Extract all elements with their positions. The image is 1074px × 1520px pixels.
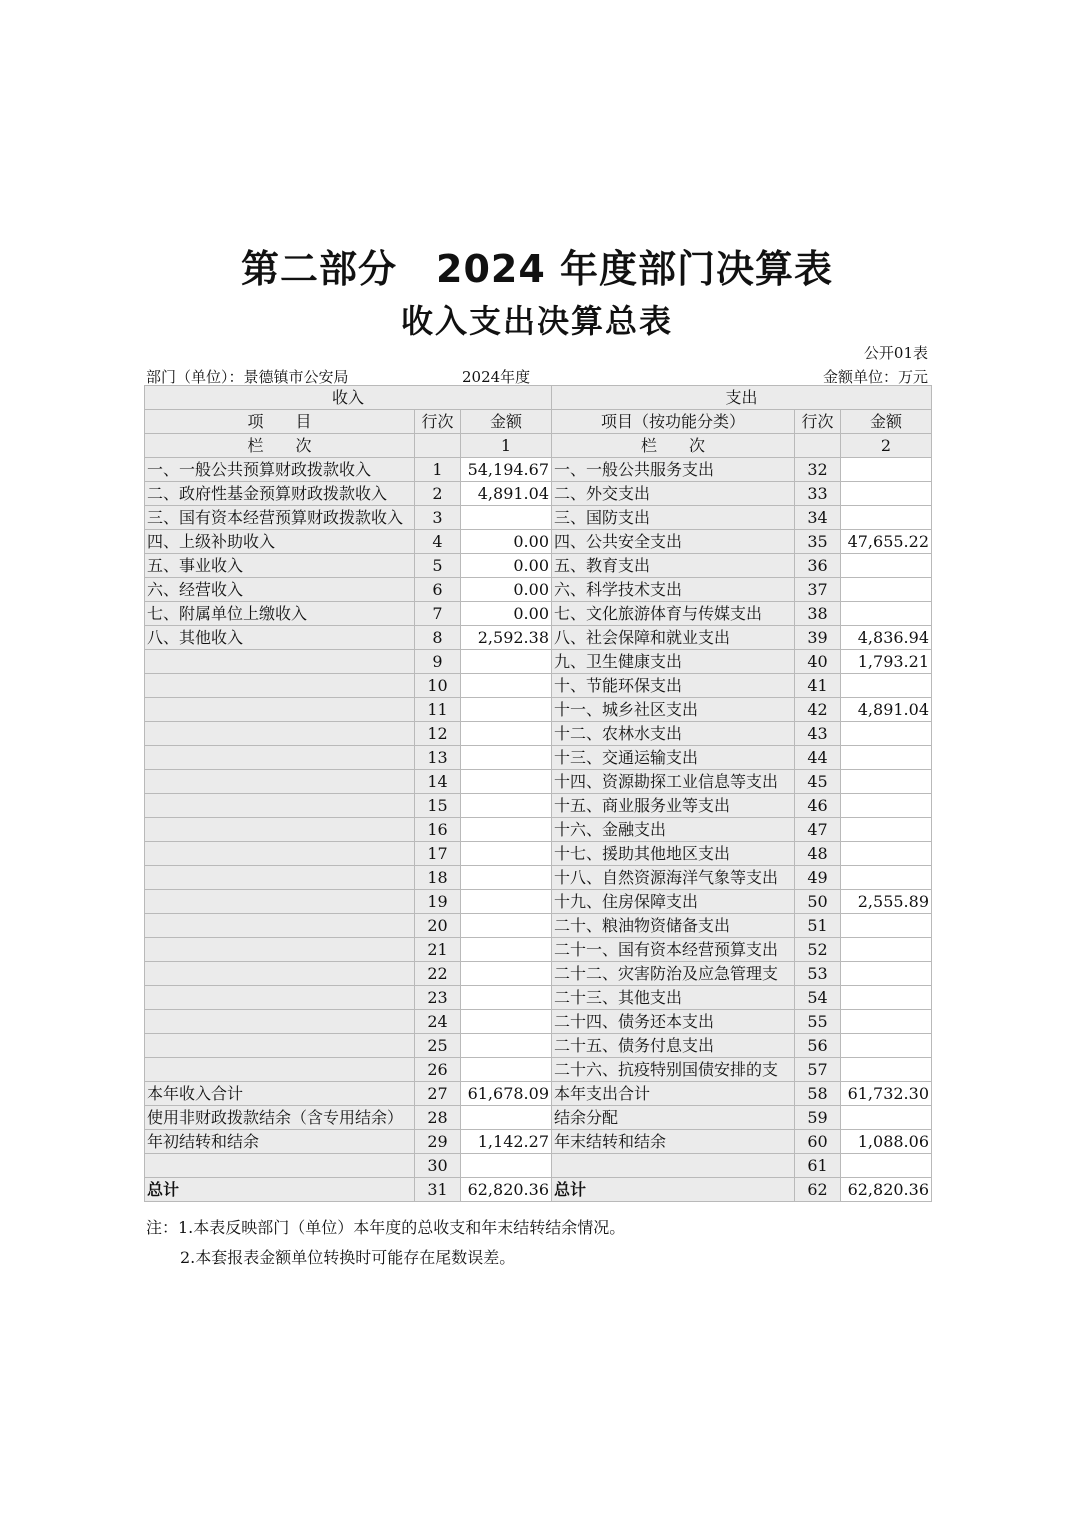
- year-label: 2024年度: [462, 368, 531, 386]
- expense-amount: 1,793.21: [841, 650, 932, 674]
- expense-amount: [841, 986, 932, 1010]
- unit-label: 金额单位：万元: [822, 368, 928, 386]
- income-amount: [461, 986, 552, 1010]
- table-row: [145, 866, 932, 890]
- income-item: [145, 674, 415, 698]
- income-item: 六、经营收入: [145, 578, 415, 602]
- expense-row-number: 60: [795, 1130, 841, 1154]
- income-amount: [461, 1106, 552, 1130]
- income-row-number: 9: [415, 650, 461, 674]
- income-amount: [461, 1034, 552, 1058]
- expense-item: 十七、援助其他地区支出: [552, 842, 795, 866]
- income-row-number: 13: [415, 746, 461, 770]
- expense-row-number: 42: [795, 698, 841, 722]
- table-row: [145, 722, 932, 746]
- expense-amount: [841, 770, 932, 794]
- expense-amount: [841, 602, 932, 626]
- income-row-number: 15: [415, 794, 461, 818]
- expense-amount: [841, 554, 932, 578]
- income-amount: [461, 1058, 552, 1082]
- expense-row-number: 43: [795, 722, 841, 746]
- table-row: [145, 506, 932, 530]
- expense-item: 十、节能环保支出: [552, 674, 795, 698]
- header-row-section: [145, 386, 932, 410]
- income-item: [145, 818, 415, 842]
- income-rowno-header: 行次: [415, 410, 461, 434]
- income-item: [145, 866, 415, 890]
- expense-row-number: 59: [795, 1106, 841, 1130]
- expense-item: 四、公共安全支出: [552, 530, 795, 554]
- table-row: [145, 458, 932, 482]
- income-item: 五、事业收入: [145, 554, 415, 578]
- expense-amount: [841, 818, 932, 842]
- income-amount: 62,820.36: [461, 1178, 552, 1202]
- income-amount: 0.00: [461, 554, 552, 578]
- form-number: 公开01表: [863, 344, 928, 362]
- income-item: 本年收入合计: [145, 1082, 415, 1106]
- expense-row-number: 47: [795, 818, 841, 842]
- table-notes: [146, 1213, 625, 1273]
- expense-item: 二十一、国有资本经营预算支出: [552, 938, 795, 962]
- income-row-number: 2: [415, 482, 461, 506]
- table-row: [145, 842, 932, 866]
- table-row: [145, 914, 932, 938]
- header-row-columns: [145, 410, 932, 434]
- income-row-number: 5: [415, 554, 461, 578]
- expense-amount: [841, 506, 932, 530]
- income-row-number: 21: [415, 938, 461, 962]
- expense-amount: 62,820.36: [841, 1178, 932, 1202]
- expense-row-number: 40: [795, 650, 841, 674]
- expense-row-number: 56: [795, 1034, 841, 1058]
- income-row-number: 8: [415, 626, 461, 650]
- expense-item: [552, 1154, 795, 1178]
- summary-row: [145, 1082, 932, 1106]
- income-row-number: 12: [415, 722, 461, 746]
- summary-row: [145, 1154, 932, 1178]
- expense-amount: [841, 1034, 932, 1058]
- expense-item: 三、国防支出: [552, 506, 795, 530]
- income-row-number: 4: [415, 530, 461, 554]
- income-row-number: 29: [415, 1130, 461, 1154]
- expense-item: 二十、粮油物资储备支出: [552, 914, 795, 938]
- table-row: [145, 986, 932, 1010]
- income-lanci-label: 栏 次: [145, 434, 415, 458]
- expense-row-number: 50: [795, 890, 841, 914]
- total-row: [145, 1178, 932, 1202]
- income-amount: [461, 818, 552, 842]
- expense-item: 二十三、其他支出: [552, 986, 795, 1010]
- income-row-number: 26: [415, 1058, 461, 1082]
- expense-row-number: 34: [795, 506, 841, 530]
- income-amount: [461, 698, 552, 722]
- expense-amount: [841, 1106, 932, 1130]
- expense-row-number: 58: [795, 1082, 841, 1106]
- income-row-number: 22: [415, 962, 461, 986]
- expense-amount: [841, 722, 932, 746]
- income-item: [145, 842, 415, 866]
- income-amount: 0.00: [461, 530, 552, 554]
- expense-item: 一、一般公共服务支出: [552, 458, 795, 482]
- expense-amount: [841, 458, 932, 482]
- income-item: [145, 1010, 415, 1034]
- expense-row-number: 62: [795, 1178, 841, 1202]
- income-item: 二、政府性基金预算财政拨款收入: [145, 482, 415, 506]
- expense-item: 八、社会保障和就业支出: [552, 626, 795, 650]
- income-item: [145, 794, 415, 818]
- income-row-number: 30: [415, 1154, 461, 1178]
- table-row: [145, 674, 932, 698]
- table-row: [145, 794, 932, 818]
- income-amount: [461, 914, 552, 938]
- income-item-header: 项 目: [145, 410, 415, 434]
- income-amount: 0.00: [461, 602, 552, 626]
- income-row-number: 10: [415, 674, 461, 698]
- income-amount: [461, 938, 552, 962]
- expense-row-number: 33: [795, 482, 841, 506]
- department-label: 部门（单位）：景德镇市公安局: [146, 368, 349, 386]
- income-amount: [461, 506, 552, 530]
- expense-row-number: 53: [795, 962, 841, 986]
- expense-item: 五、教育支出: [552, 554, 795, 578]
- table-row: [145, 626, 932, 650]
- income-amount-header: 金额: [461, 410, 552, 434]
- income-item: 四、上级补助收入: [145, 530, 415, 554]
- income-item: 七、附属单位上缴收入: [145, 602, 415, 626]
- expense-row-number: 39: [795, 626, 841, 650]
- income-item: 八、其他收入: [145, 626, 415, 650]
- income-amount: [461, 962, 552, 986]
- income-amount: [461, 770, 552, 794]
- income-item: [145, 650, 415, 674]
- expense-row-number: 61: [795, 1154, 841, 1178]
- expense-amount: [841, 746, 932, 770]
- expense-row-number: 52: [795, 938, 841, 962]
- expense-amount: [841, 938, 932, 962]
- income-amount: [461, 866, 552, 890]
- expense-row-number: 46: [795, 794, 841, 818]
- expense-header: 支出: [552, 386, 932, 410]
- expense-row-number: 51: [795, 914, 841, 938]
- income-amount: 4,891.04: [461, 482, 552, 506]
- expense-item: 年末结转和结余: [552, 1130, 795, 1154]
- expense-amount: 1,088.06: [841, 1130, 932, 1154]
- income-item: [145, 746, 415, 770]
- expense-amount: [841, 578, 932, 602]
- expense-item: 二十四、债务还本支出: [552, 1010, 795, 1034]
- expense-row-number: 41: [795, 674, 841, 698]
- income-row-number: 7: [415, 602, 461, 626]
- table-row: [145, 602, 932, 626]
- income-row-number: 19: [415, 890, 461, 914]
- income-amount: [461, 890, 552, 914]
- expense-row-number: 49: [795, 866, 841, 890]
- income-lanci-number: 1: [461, 434, 552, 458]
- income-row-number: 27: [415, 1082, 461, 1106]
- income-amount: 0.00: [461, 578, 552, 602]
- expense-amount-header: 金额: [841, 410, 932, 434]
- income-item: 年初结转和结余: [145, 1130, 415, 1154]
- table-meta: [146, 366, 928, 386]
- income-amount: [461, 794, 552, 818]
- expense-amount: 47,655.22: [841, 530, 932, 554]
- table-title: 收入支出决算总表: [400, 302, 673, 340]
- income-item: 一、一般公共预算财政拨款收入: [145, 458, 415, 482]
- table-row: [145, 938, 932, 962]
- expense-amount: [841, 842, 932, 866]
- income-item: [145, 914, 415, 938]
- expense-rowno-header: 行次: [795, 410, 841, 434]
- income-row-number: 20: [415, 914, 461, 938]
- table-row: [145, 962, 932, 986]
- expense-amount: [841, 962, 932, 986]
- expense-row-number: 48: [795, 842, 841, 866]
- income-row-number: 3: [415, 506, 461, 530]
- income-item: 三、国有资本经营预算财政拨款收入: [145, 506, 415, 530]
- expense-item: 九、卫生健康支出: [552, 650, 795, 674]
- income-item: 总计: [145, 1178, 415, 1202]
- income-row-number: 23: [415, 986, 461, 1010]
- expense-row-number: 38: [795, 602, 841, 626]
- expense-row-number: 32: [795, 458, 841, 482]
- income-amount: [461, 746, 552, 770]
- expense-amount: [841, 794, 932, 818]
- income-row-number: 31: [415, 1178, 461, 1202]
- table-row: [145, 578, 932, 602]
- income-amount: [461, 1010, 552, 1034]
- expense-item-header: 项目（按功能分类）: [552, 410, 795, 434]
- income-item: [145, 1154, 415, 1178]
- expense-item: 十一、城乡社区支出: [552, 698, 795, 722]
- expense-row-number: 36: [795, 554, 841, 578]
- expense-row-number: 45: [795, 770, 841, 794]
- income-header: 收入: [145, 386, 552, 410]
- expense-item: 总计: [552, 1178, 795, 1202]
- expense-item: 十六、金融支出: [552, 818, 795, 842]
- expense-amount: [841, 1058, 932, 1082]
- expense-amount: 61,732.30: [841, 1082, 932, 1106]
- expense-amount: [841, 914, 932, 938]
- expense-row-number: 55: [795, 1010, 841, 1034]
- expense-item: 七、文化旅游体育与传媒支出: [552, 602, 795, 626]
- income-amount: 61,678.09: [461, 1082, 552, 1106]
- page-title: 第二部分 2024 年度部门决算表: [241, 247, 833, 291]
- income-amount: [461, 842, 552, 866]
- header-row-lanci: [145, 434, 932, 458]
- expense-amount: 4,836.94: [841, 626, 932, 650]
- expense-row-number: 44: [795, 746, 841, 770]
- income-row-number: 11: [415, 698, 461, 722]
- income-row-number: 18: [415, 866, 461, 890]
- expense-amount: [841, 866, 932, 890]
- income-row-number: 16: [415, 818, 461, 842]
- income-row-number: 17: [415, 842, 461, 866]
- income-lanci-rowno: [415, 434, 461, 458]
- income-expense-table: [144, 385, 932, 1202]
- income-row-number: 28: [415, 1106, 461, 1130]
- expense-amount: 2,555.89: [841, 890, 932, 914]
- expense-item: 十八、自然资源海洋气象等支出: [552, 866, 795, 890]
- table-row: [145, 650, 932, 674]
- table-row: [145, 1010, 932, 1034]
- table-row: [145, 1058, 932, 1082]
- expense-item: 十四、资源勘探工业信息等支出: [552, 770, 795, 794]
- table-row: [145, 818, 932, 842]
- income-item: [145, 770, 415, 794]
- income-amount: 54,194.67: [461, 458, 552, 482]
- note-1: 注：1.本表反映部门（单位）本年度的总收支和年末结转结余情况。: [146, 1218, 626, 1237]
- income-amount: [461, 1154, 552, 1178]
- expense-item: 二十五、债务付息支出: [552, 1034, 795, 1058]
- income-item: [145, 938, 415, 962]
- expense-lanci-label: 栏 次: [552, 434, 795, 458]
- income-item: [145, 698, 415, 722]
- income-row-number: 14: [415, 770, 461, 794]
- income-item: [145, 722, 415, 746]
- expense-item: 十三、交通运输支出: [552, 746, 795, 770]
- expense-amount: [841, 1154, 932, 1178]
- expense-lanci-number: 2: [841, 434, 932, 458]
- income-item: [145, 962, 415, 986]
- expense-item: 本年支出合计: [552, 1082, 795, 1106]
- income-item: [145, 1034, 415, 1058]
- expense-item: 结余分配: [552, 1106, 795, 1130]
- table-row: [145, 530, 932, 554]
- income-item: [145, 890, 415, 914]
- expense-row-number: 35: [795, 530, 841, 554]
- income-row-number: 1: [415, 458, 461, 482]
- expense-amount: [841, 674, 932, 698]
- expense-row-number: 54: [795, 986, 841, 1010]
- table-row: [145, 554, 932, 578]
- expense-item: 十九、住房保障支出: [552, 890, 795, 914]
- note-2: 2.本套报表金额单位转换时可能存在尾数误差。: [180, 1248, 516, 1267]
- table-row: [145, 1034, 932, 1058]
- expense-row-number: 57: [795, 1058, 841, 1082]
- table-row: [145, 770, 932, 794]
- income-amount: 1,142.27: [461, 1130, 552, 1154]
- income-row-number: 24: [415, 1010, 461, 1034]
- expense-item: 六、科学技术支出: [552, 578, 795, 602]
- summary-row: [145, 1130, 932, 1154]
- income-item: 使用非财政拨款结余（含专用结余）: [145, 1106, 415, 1130]
- table-row: [145, 482, 932, 506]
- expense-item: 十五、商业服务业等支出: [552, 794, 795, 818]
- income-row-number: 6: [415, 578, 461, 602]
- income-item: [145, 986, 415, 1010]
- expense-amount: [841, 1010, 932, 1034]
- expense-amount: 4,891.04: [841, 698, 932, 722]
- summary-row: [145, 1106, 932, 1130]
- income-item: [145, 1058, 415, 1082]
- table-row: [145, 890, 932, 914]
- expense-lanci-rowno: [795, 434, 841, 458]
- expense-item: 二十六、抗疫特别国债安排的支: [552, 1058, 795, 1082]
- income-amount: [461, 650, 552, 674]
- table-row: [145, 746, 932, 770]
- income-row-number: 25: [415, 1034, 461, 1058]
- expense-item: 十二、农林水支出: [552, 722, 795, 746]
- expense-row-number: 37: [795, 578, 841, 602]
- income-amount: [461, 674, 552, 698]
- table-row: [145, 698, 932, 722]
- expense-amount: [841, 482, 932, 506]
- income-amount: [461, 722, 552, 746]
- expense-item: 二、外交支出: [552, 482, 795, 506]
- income-amount: 2,592.38: [461, 626, 552, 650]
- expense-item: 二十二、灾害防治及应急管理支: [552, 962, 795, 986]
